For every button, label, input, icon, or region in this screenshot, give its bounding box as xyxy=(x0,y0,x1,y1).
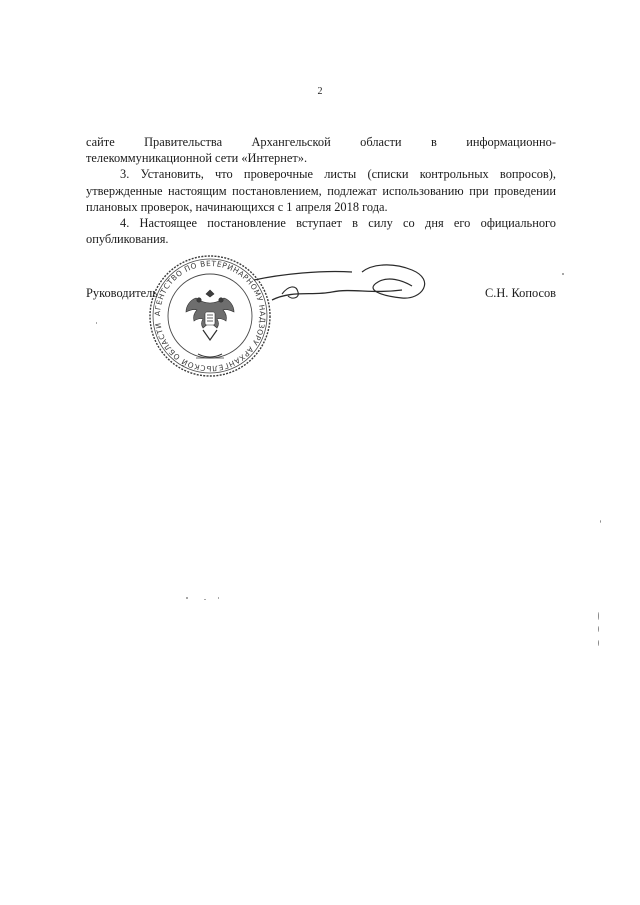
coat-of-arms-emblem xyxy=(186,290,234,340)
page-number: 2 xyxy=(317,86,323,97)
scan-speck xyxy=(598,612,599,620)
continuation-line-1: сайте Правительства Архангельской области в информационно- xyxy=(86,135,556,149)
scan-speck xyxy=(562,273,564,275)
paragraph-item-3: 3. Установить, что проверочные листы (списки контрольных вопросов), утвержденные настоящим постановлением, подлежат использованию при проведении плановых проверок, начинающихся с 1 апреля 2018 года. xyxy=(86,167,556,214)
signer-title: Руководитель xyxy=(86,286,158,300)
scan-speck xyxy=(204,599,206,600)
seal-ring-text: АГЕНТСТВО ПО ВЕТЕРИНАРНОМУ НАДЗОРУ АРХАНГЕЛЬСКОЙ ОБЛАСТИ xyxy=(152,258,268,374)
paragraph-item-4: 4. Настоящее постановление вступает в силу со дня его официального опубликования. xyxy=(86,216,556,247)
scan-speck xyxy=(218,597,219,599)
signer-name: С.Н. Копосов xyxy=(484,286,556,300)
scan-speck xyxy=(186,597,188,599)
continuation-line-2: телекоммуникационной сети «Интернет». xyxy=(86,151,308,166)
scan-speck xyxy=(598,640,599,646)
document-body xyxy=(86,134,556,247)
scan-speck xyxy=(96,322,97,324)
scan-speck xyxy=(598,626,599,632)
handwritten-signature xyxy=(252,260,442,310)
scan-speck xyxy=(600,520,601,523)
